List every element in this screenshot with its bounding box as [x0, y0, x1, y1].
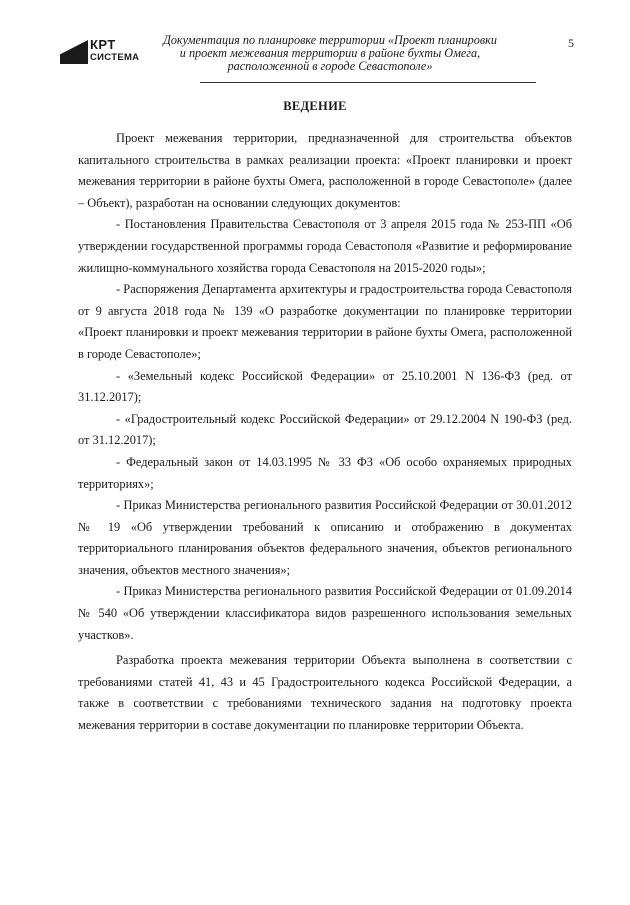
- page-number: 5: [568, 36, 574, 50]
- company-logo: [60, 37, 140, 72]
- logo-mark-icon: [60, 40, 88, 64]
- running-header: [140, 34, 520, 73]
- paragraph-item: - Постановления Правительства Севастополя от 3 апреля 2015 года № 253-ПП «Об утверждении государственной программы города Севастополя «Развитие и реформирование жилищно-коммунального хозяйства города Севастополя на 2015-2020 годы»;: [78, 217, 572, 275]
- paragraph-item: - Приказ Министерства регионального развития Российской Федерации от 01.09.2014 № 540 «Об утверждении классификатора видов разрешенного использования земельных участков».: [78, 584, 572, 642]
- header-divider: [200, 82, 536, 83]
- document-body: [78, 128, 572, 737]
- header-line-2: и проект межевания территории в районе бухты Омега,: [179, 46, 481, 60]
- paragraph-item: - Распоряжения Департамента архитектуры и градостроительства города Севастополя от 9 августа 2018 года № 139 «О разработке документации по планировке территории «Проект планировки и проект межевания территории в районе бухты Омега, расположенной в городе Севастополе»;: [78, 282, 572, 361]
- paragraph-intro: Проект межевания территории, предназначенной для строительства объектов капитального строительства в рамках реализации проекта: «Проект планировки и проект межевания территории в районе бухты Омега, расположенной в городе Севастополе» (далее – Объект), разработан на основании следующих документов:: [78, 131, 572, 210]
- logo-line-1: КРТ: [90, 37, 116, 52]
- header-line-1: Документация по планировке территории «Проект планировки: [163, 33, 497, 47]
- paragraph-conclusion: Разработка проекта межевания территории Объекта выполнена в соответствии с требованиями статей 41, 43 и 45 Градостроительного кодекса Российской Федерации, а также в соответствии с требованиями технического задания на подготовку проекта межевания территории в составе документации по планировке территории Объекта.: [78, 653, 572, 733]
- header-line-3: расположенной в городе Севастополе»: [227, 59, 433, 73]
- paragraph-item: - Приказ Министерства регионального развития Российской Федерации от 30.01.2012 № 19 «Об утверждении требований к описанию и отображению в документах территориального планирования объектов федерального значения, объектов регионального значения, объектов местного значения»;: [78, 498, 572, 577]
- paragraph-item: - Федеральный закон от 14.03.1995 № 33 ФЗ «Об особо охраняемых природных территориях»;: [78, 454, 572, 491]
- section-title: ВЕДЕНИЕ: [283, 99, 347, 113]
- logo-text: [90, 38, 139, 64]
- paragraph-item: - «Градостроительный кодекс Российской Федерации» от 29.12.2004 N 190-ФЗ (ред. от 31.12.2017);: [78, 411, 572, 448]
- paragraph-item: - «Земельный кодекс Российской Федерации» от 25.10.2001 N 136-ФЗ (ред. от 31.12.2017);: [78, 368, 572, 405]
- logo-line-2: СИСТЕМА: [90, 52, 140, 63]
